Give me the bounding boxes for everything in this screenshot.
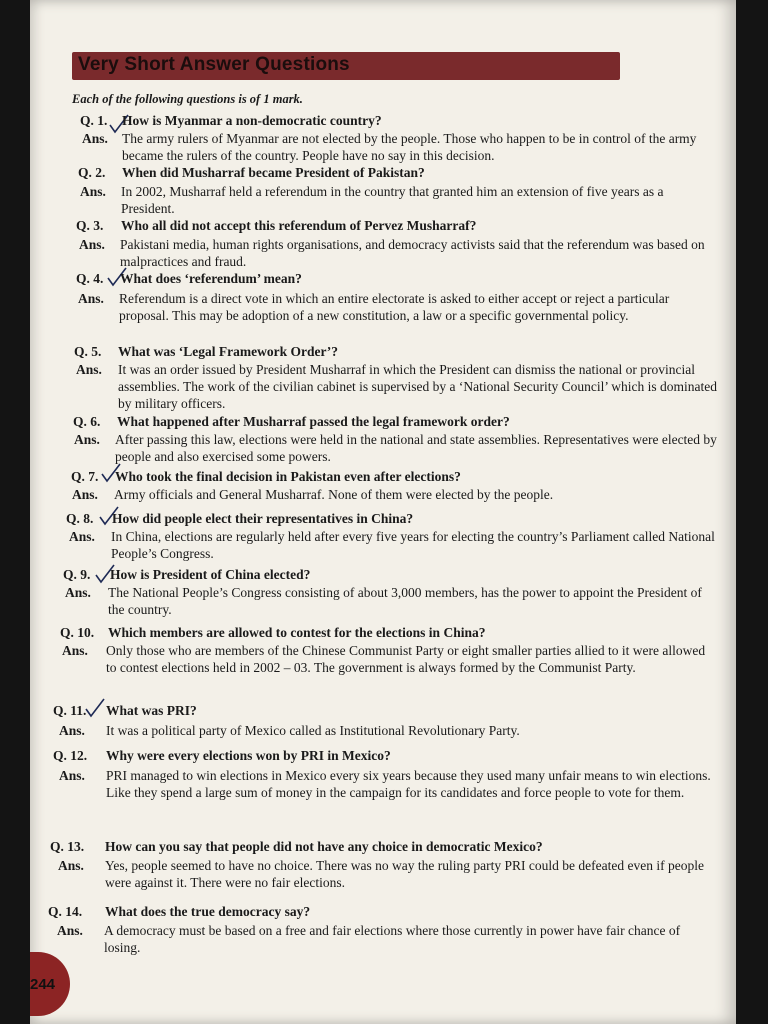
question-text: How is President of China elected? — [110, 567, 311, 582]
answer-text: Army officials and General Musharraf. None of them were elected by the people. — [114, 487, 554, 502]
answer-label: Ans. — [76, 362, 102, 377]
question-number: Q. 6. — [73, 414, 101, 429]
answer-label: Ans. — [79, 237, 105, 252]
answer-label: Ans. — [72, 487, 98, 502]
answer-label: Ans. — [57, 923, 83, 938]
question-number: Q. 10. — [60, 625, 95, 640]
answer-label: Ans. — [59, 723, 85, 738]
answer-label: Ans. — [74, 432, 100, 447]
question-text: What happened after Musharraf passed the legal framework order? — [117, 414, 510, 429]
question-number: Q. 13. — [50, 839, 85, 854]
question-text: What does the true democracy say? — [105, 904, 311, 919]
answer-label: Ans. — [80, 184, 106, 199]
question-text: What was PRI? — [106, 703, 197, 718]
answer-text: A democracy must be based on a free and fair elections where those currently in power have fair chance of losing. — [104, 923, 681, 955]
question-number: Q. 2. — [78, 165, 106, 180]
question-text: How did people elect their representatives in China? — [112, 511, 414, 526]
answer-text: In 2002, Musharraf held a referendum in the country that granted him an extension of five years as a President. — [121, 184, 664, 216]
question-text: Which members are allowed to contest for the elections in China? — [108, 625, 486, 640]
answer-text: Pakistani media, human rights organisations, and democracy activists said that the referendum was based on malpractices and fraud. — [120, 237, 705, 269]
question-number: Q. 1. — [80, 113, 108, 128]
answer-text: The National People’s Congress consisting of about 3,000 members, has the power to appoint the President of the country. — [108, 585, 702, 617]
answer-label: Ans. — [82, 131, 108, 146]
question-number: Q. 4. — [76, 271, 104, 286]
answer-text: It was an order issued by President Musharraf in which the President can dismiss the national or provincial assemblies. The work of the civilian cabinet is supervised by a ‘National Security Council’ which is dominated by military officers. — [118, 362, 717, 411]
question-number: Q. 3. — [76, 218, 104, 233]
question-text: When did Musharraf became President of Pakistan? — [122, 165, 425, 180]
answer-label: Ans. — [62, 643, 88, 658]
answer-label: Ans. — [69, 529, 95, 544]
section-title: Very Short Answer Questions — [78, 54, 350, 75]
question-number: Q. 9. — [63, 567, 91, 582]
answer-label: Ans. — [58, 858, 84, 873]
pen-tick-icon — [84, 697, 106, 719]
answer-text: Only those who are members of the Chinese Communist Party or eight smaller parties allied to it were allowed to contest elections held in 2002 – 03. The government is always formed by the Communist Party. — [106, 643, 706, 675]
question-number: Q. 14. — [48, 904, 83, 919]
question-text: Why were every elections won by PRI in Mexico? — [106, 748, 391, 763]
answer-text: Referendum is a direct vote in which an entire electorate is asked to either accept or reject a particular proposal. This may be adoption of a new constitution, a law or a specific governmental policy. — [119, 291, 670, 323]
answer-text: It was a political party of Mexico called as Institutional Revolutionary Party. — [106, 723, 520, 738]
question-number: Q. 8. — [66, 511, 94, 526]
answer-label: Ans. — [65, 585, 91, 600]
intro-text: Each of the following questions is of 1 mark. — [72, 92, 303, 106]
section-header — [72, 52, 620, 80]
page-number: 244 — [30, 976, 56, 993]
question-number: Q. 11. — [53, 703, 87, 718]
question-number: Q. 5. — [74, 344, 102, 359]
question-number: Q. 7. — [71, 469, 99, 484]
answer-label: Ans. — [59, 768, 85, 783]
question-text: How is Myanmar a non-democratic country? — [122, 113, 382, 128]
answer-text: PRI managed to win elections in Mexico every six years because they used many unfair means to win elections. Like they spend a large sum of money in the campaign for its candidates and force people to vote for them. — [106, 768, 711, 800]
question-text: What does ‘referendum’ mean? — [120, 271, 302, 286]
answer-text: After passing this law, elections were held in the national and state assemblies. Representatives were elected by people and also exercised some powers. — [115, 432, 717, 464]
question-number: Q. 12. — [53, 748, 88, 763]
question-text: Who took the final decision in Pakistan even after elections? — [115, 469, 461, 484]
question-text: How can you say that people did not have any choice in democratic Mexico? — [105, 839, 543, 854]
answer-text: Yes, people seemed to have no choice. There was no way the ruling party PRI could be defeated even if people were against it. There were no fair elections. — [105, 858, 704, 890]
answer-label: Ans. — [78, 291, 104, 306]
answer-text: In China, elections are regularly held after every five years for electing the country’s Parliament called National People’s Congress. — [111, 529, 715, 561]
answer-text: The army rulers of Myanmar are not elected by the people. Those who happen to be in control of the army became the rulers of the country. People have no say in this decision. — [122, 131, 697, 163]
question-text: Who all did not accept this referendum of Pervez Musharraf? — [121, 218, 477, 233]
question-text: What was ‘Legal Framework Order’? — [118, 344, 338, 359]
